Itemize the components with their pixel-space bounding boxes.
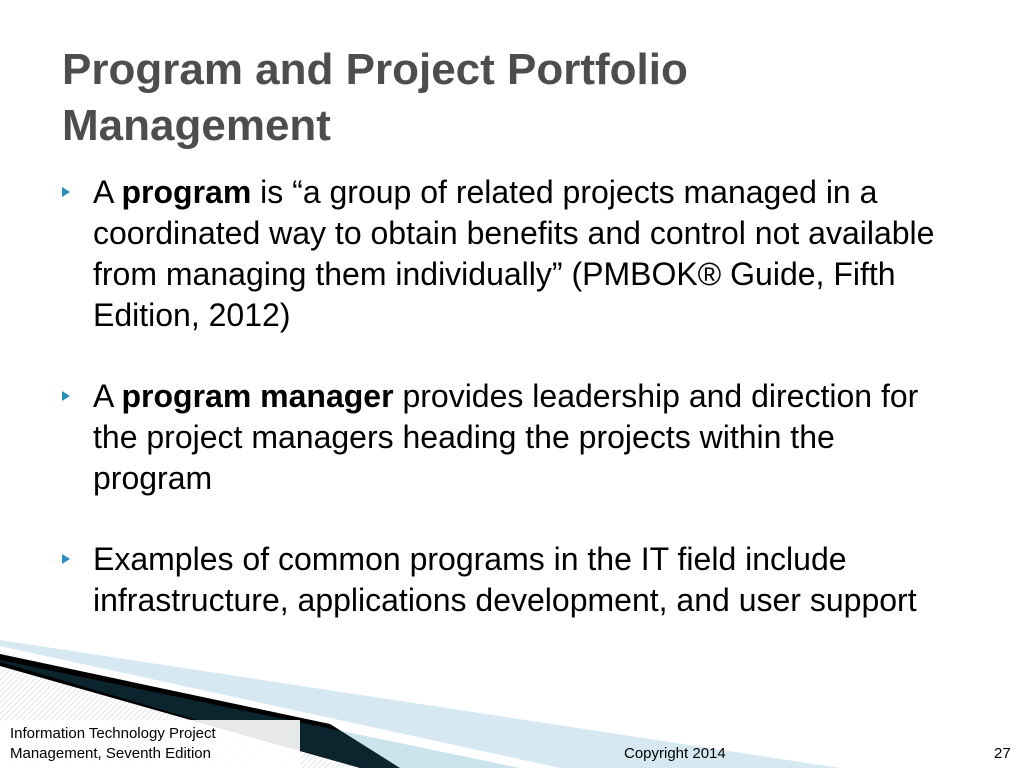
bullet-list xyxy=(62,172,962,621)
bullet-arrow-icon xyxy=(62,391,70,401)
footer-book-title: Information Technology Project Management, Seventh Edition xyxy=(10,725,216,762)
bullet-item xyxy=(62,539,962,621)
slide-title: Program and Project Portfolio Management xyxy=(62,45,688,150)
bullet-item xyxy=(62,376,962,499)
bullet-lead: A xyxy=(93,174,122,210)
bullet-item xyxy=(62,172,962,336)
bullet-term: program xyxy=(121,174,252,210)
page-number: 27 xyxy=(994,745,1011,762)
bullet-arrow-icon xyxy=(62,554,70,564)
bullet-text: provides leadership and direction for the project managers heading the projects within the program xyxy=(93,378,919,496)
footer-copyright: Copyright 2014 xyxy=(624,745,726,762)
bullet-arrow-icon xyxy=(62,187,70,197)
bullet-text: is “a group of related projects managed in a coordinated way to obtain benefits and control not available from managing them individually” (PMBOK® Guide, Fifth Edition, 2012) xyxy=(93,174,935,333)
bullet-term: program manager xyxy=(121,378,394,414)
bullet-lead: A xyxy=(93,378,122,414)
bullet-text: Examples of common programs in the IT field include infrastructure, applications development, and user support xyxy=(93,541,917,618)
